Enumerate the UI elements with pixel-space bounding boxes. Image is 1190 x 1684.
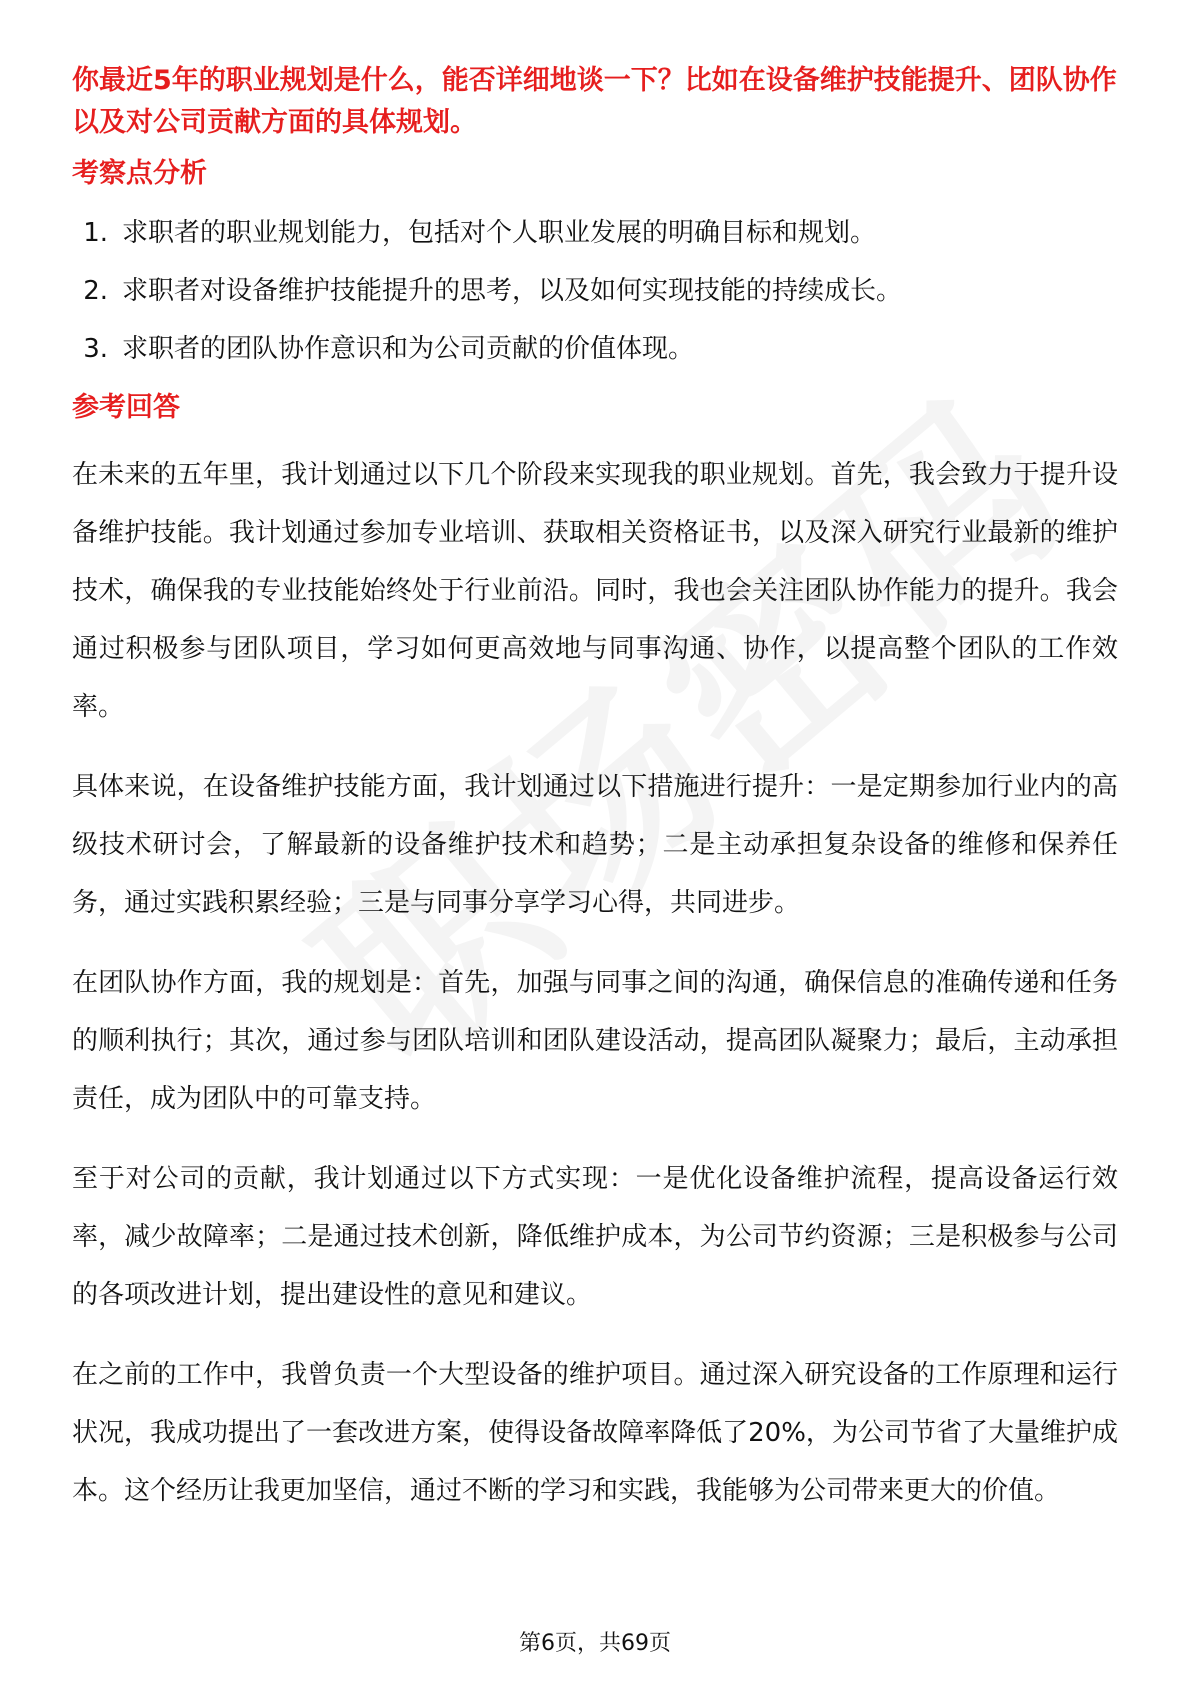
point-number: 1. bbox=[83, 218, 108, 248]
question-heading: 你最近5年的职业规划是什么，能否详细地谈一下？比如在设备维护技能提升、团队协作以及对公司贡献方面的具体规划。 bbox=[72, 65, 1117, 138]
answer-paragraph: 在未来的五年里，我计划通过以下几个阶段来实现我的职业规划。首先，我会致力于提升设备维护技能。我计划通过参加专业培训、获取相关资格证书，以及深入研究行业最新的维护技术，确保我的专业技能始终处于行业前沿。同时，我也会关注团队协作能力的提升。我会通过积极参与团队项目，学习如何更高效地与同事沟通、协作，以提高整个团队的工作效率。 bbox=[72, 460, 1118, 722]
answer-paragraph: 具体来说，在设备维护技能方面，我计划通过以下措施进行提升：一是定期参加行业内的高级技术研讨会，了解最新的设备维护技术和趋势；二是主动承担复杂设备的维修和保养任务，通过实践积累经验；三是与同事分享学习心得，共同进步。 bbox=[72, 772, 1118, 918]
point-number: 3. bbox=[83, 334, 108, 364]
content bbox=[72, 60, 1118, 1520]
answer-paragraph: 在之前的工作中，我曾负责一个大型设备的维护项目。通过深入研究设备的工作原理和运行状况，我成功提出了一套改进方案，使得设备故障率降低了20%，为公司节省了大量维护成本。这个经历让我更加坚信，通过不断的学习和实践，我能够为公司带来更大的价值。 bbox=[72, 1360, 1118, 1506]
point-text: 求职者的职业规划能力，包括对个人职业发展的明确目标和规划。 bbox=[122, 218, 877, 248]
point-text: 求职者的团队协作意识和为公司贡献的价值体现。 bbox=[122, 334, 695, 364]
answer-paragraph: 至于对公司的贡献，我计划通过以下方式实现：一是优化设备维护流程，提高设备运行效率，减少故障率；二是通过技术创新，降低维护成本，为公司节约资源；三是积极参与公司的各项改进计划，提出建设性的意见和建议。 bbox=[72, 1164, 1118, 1310]
point-text: 求职者对设备维护技能提升的思考，以及如何实现技能的持续成长。 bbox=[122, 276, 903, 306]
analysis-point bbox=[72, 214, 1118, 252]
analysis-point bbox=[72, 330, 1118, 368]
analysis-heading: 考察点分析 bbox=[72, 158, 207, 189]
analysis-points bbox=[72, 214, 1118, 368]
analysis-point bbox=[72, 272, 1118, 310]
answer-paragraph: 在团队协作方面，我的规划是：首先，加强与同事之间的沟通，确保信息的准确传递和任务的顺利执行；其次，通过参与团队培训和团队建设活动，提高团队凝聚力；最后，主动承担责任，成为团队中的可靠支持。 bbox=[72, 968, 1118, 1114]
answer-heading: 参考回答 bbox=[72, 392, 180, 423]
point-number: 2. bbox=[83, 276, 108, 306]
page-footer: 第6页，共69页 bbox=[519, 1631, 671, 1656]
